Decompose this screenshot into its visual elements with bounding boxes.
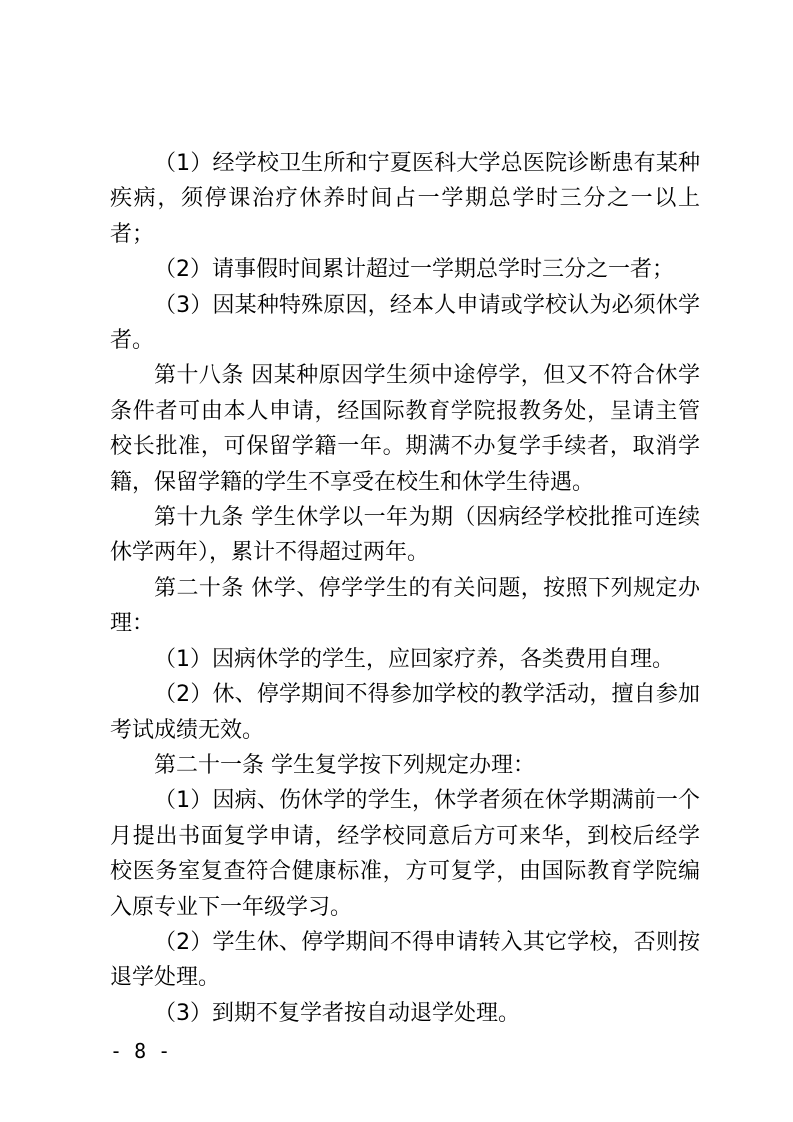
article-21: 第二十一条 学生复学按下列规定办理： [154,752,535,778]
article-19: 第十九条 学生休学以一年为期（因病经学校批推可连续休学两年），累计不得超过两年。 [110,505,700,566]
document-body [110,146,700,1031]
article-20-item-2: （2）休、停学期间不得参加学校的教学活动，擅自参加考试成绩无效。 [110,682,700,743]
paragraph-1: （1）经学校卫生所和宁夏医科大学总医院诊断患有某种疾病，须停课治疗休养时间占一学期总学时三分之一以上者； [110,151,700,247]
paragraph-3: （3）因某种特殊原因，经本人申请或学校认为必须休学者。 [110,292,700,354]
article-21-item-1: （1）因病、伤休学的学生，休学者须在休学期满前一个月提出书面复学申请，经学校同意后方可来华，到校后经学校医务室复查符合健康标准，方可复学，由国际教育学院编入原专业下一年级学习。 [110,788,700,920]
article-20: 第二十条 休学、停学学生的有关问题，按照下列规定办理： [110,575,700,637]
article-21-item-2: （2）学生休、停学期间不得申请转入其它学校，否则按退学处理。 [110,929,700,991]
paragraph-2: （2）请事假时间累计超过一学期总学时三分之一者； [154,257,674,283]
article-18: 第十八条 因某种原因学生须中途停学，但又不符合休学条件者可由本人申请，经国际教育学院报教务处，呈请主管校长批准，可保留学籍一年。期满不办复学手续者，取消学籍，保留学籍的学生不享受在校生和休学生待遇。 [110,363,700,495]
article-21-item-3: （3）到期不复学者按自动退学处理。 [154,1000,520,1026]
page-number: - 8 - [110,1039,171,1063]
article-20-item-1: （1）因病休学的学生，应回家疗养，各类费用自理。 [154,646,674,672]
